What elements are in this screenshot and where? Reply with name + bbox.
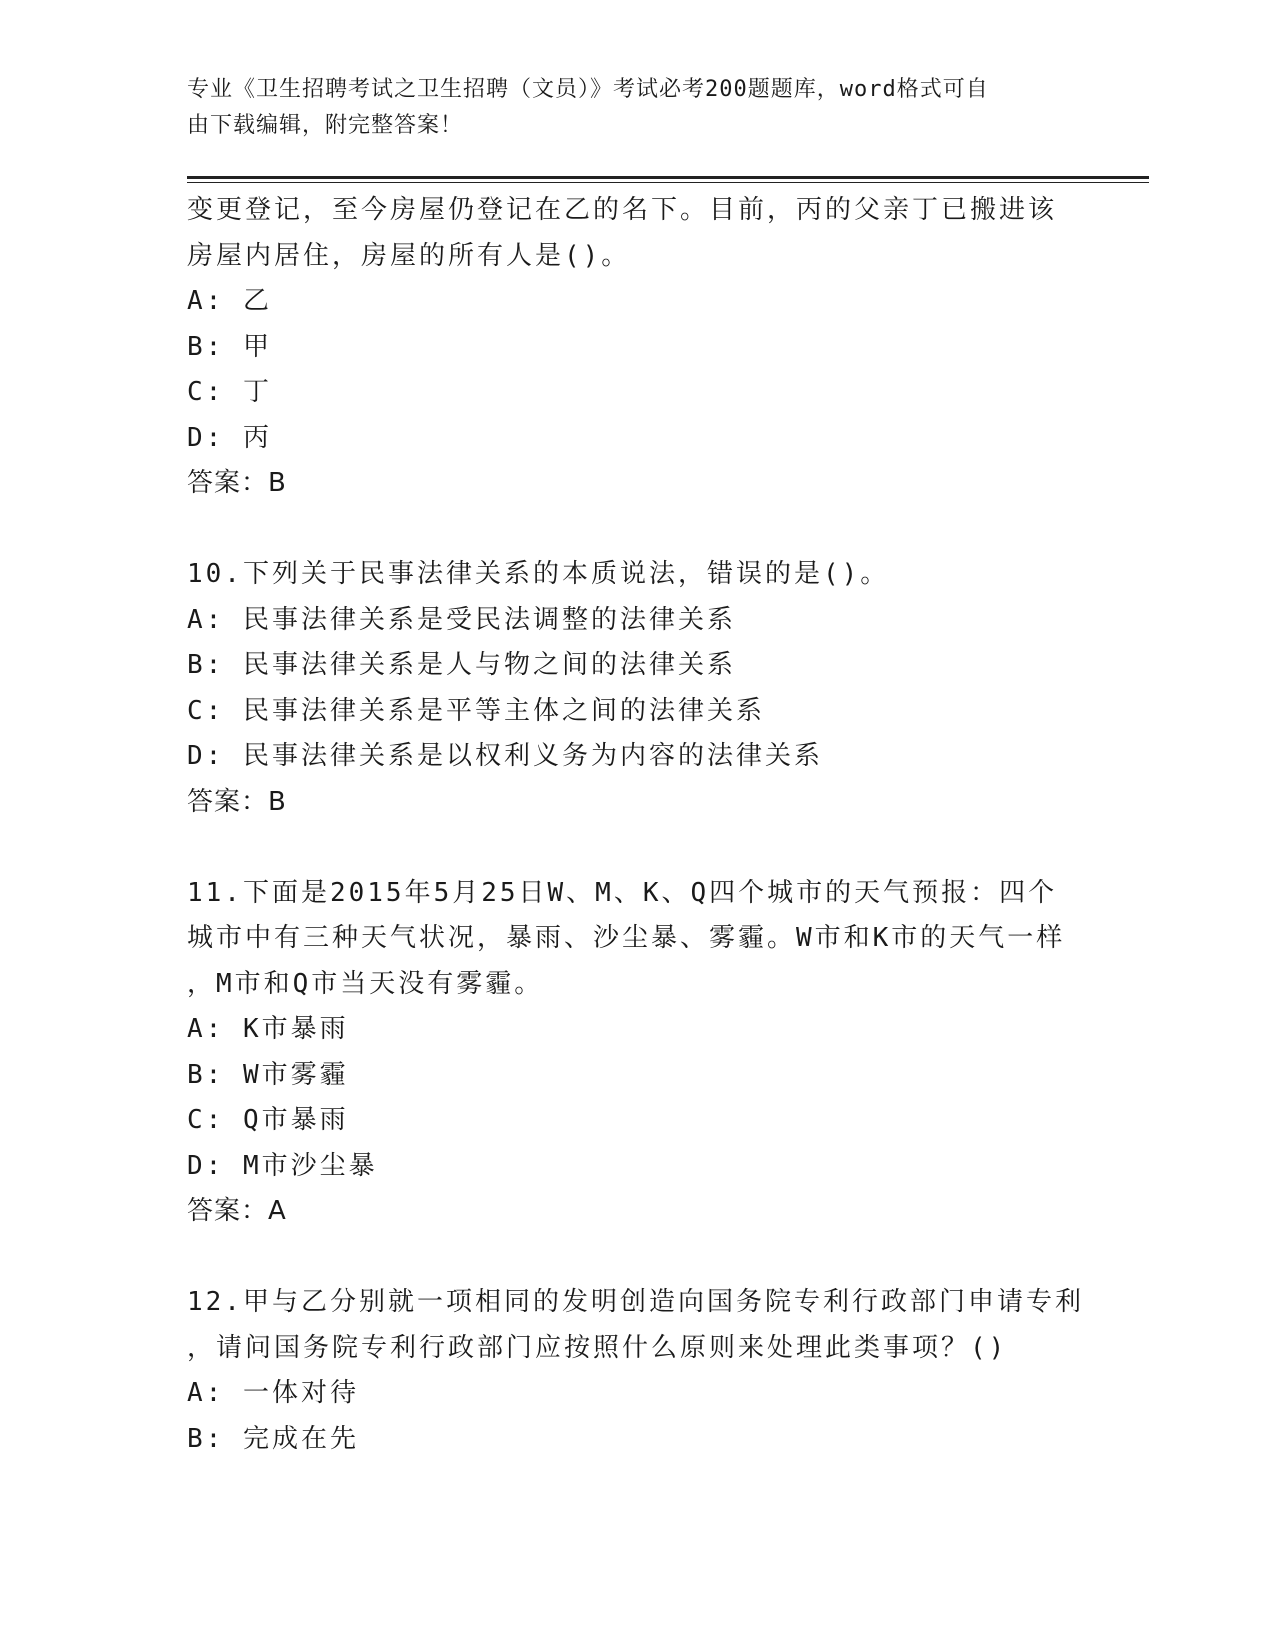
question-spacer bbox=[187, 825, 1147, 871]
option-b: B: 完成在先 bbox=[187, 1423, 359, 1454]
question-11 bbox=[187, 871, 1147, 1235]
header-line-1: 专业《卫生招聘考试之卫生招聘（文员）》考试必考200题题库，word格式可自 bbox=[187, 77, 989, 102]
option-c: C: 民事法律关系是平等主体之间的法律关系 bbox=[187, 695, 765, 726]
option-c: C: Q市暴雨 bbox=[187, 1105, 349, 1135]
question-list bbox=[187, 188, 1147, 1462]
question-spacer bbox=[187, 507, 1147, 553]
question-10 bbox=[187, 552, 1147, 825]
question-stem-line: ，M市和Q市当天没有雾霾。 bbox=[187, 968, 544, 999]
question-stem-line: 房屋内居住，房屋的所有人是()。 bbox=[187, 240, 631, 271]
header-divider-thick bbox=[187, 176, 1149, 179]
question-stem-line: 10.下列关于民事法律关系的本质说法，错误的是()。 bbox=[187, 559, 890, 589]
option-d: D: M市沙尘暴 bbox=[187, 1150, 378, 1181]
question-stem-line: 12.甲与乙分别就一项相同的发明创造向国务院专利行政部门申请专利 bbox=[187, 1287, 1084, 1317]
question-stem-line: 城市中有三种天气状况，暴雨、沙尘暴、雾霾。W市和K市的天气一样 bbox=[187, 923, 1066, 953]
header-divider-thin bbox=[187, 182, 1149, 183]
option-a: A: 民事法律关系是受民法调整的法律关系 bbox=[187, 604, 736, 635]
option-a: A: K市暴雨 bbox=[187, 1014, 349, 1044]
answer-line: 答案：B bbox=[187, 786, 287, 817]
option-d: D: 民事法律关系是以权利义务为内容的法律关系 bbox=[187, 741, 823, 771]
question-12 bbox=[187, 1280, 1147, 1462]
option-a: A: 一体对待 bbox=[187, 1378, 359, 1408]
question-stem-line: 11.下面是2015年5月25日W、M、K、Q四个城市的天气预报：四个 bbox=[187, 877, 1058, 908]
question-stem-line: 变更登记，至今房屋仍登记在乙的名下。目前，丙的父亲丁已搬进该 bbox=[187, 195, 1058, 225]
document-header bbox=[187, 72, 1067, 144]
answer-line: 答案：B bbox=[187, 468, 287, 498]
option-b: B: W市雾霾 bbox=[187, 1059, 349, 1090]
question-9 bbox=[187, 188, 1147, 507]
question-stem-line: ，请问国务院专利行政部门应按照什么原则来处理此类事项？() bbox=[187, 1332, 1008, 1363]
option-d: D: 丙 bbox=[187, 422, 272, 453]
option-c: C: 丁 bbox=[187, 377, 272, 407]
header-line-2: 由下载编辑，附完整答案！ bbox=[187, 113, 464, 138]
option-a: A: 乙 bbox=[187, 286, 272, 316]
option-b: B: 民事法律关系是人与物之间的法律关系 bbox=[187, 650, 736, 680]
question-spacer bbox=[187, 1235, 1147, 1281]
option-b: B: 甲 bbox=[187, 331, 272, 362]
answer-line: 答案：A bbox=[187, 1196, 287, 1226]
